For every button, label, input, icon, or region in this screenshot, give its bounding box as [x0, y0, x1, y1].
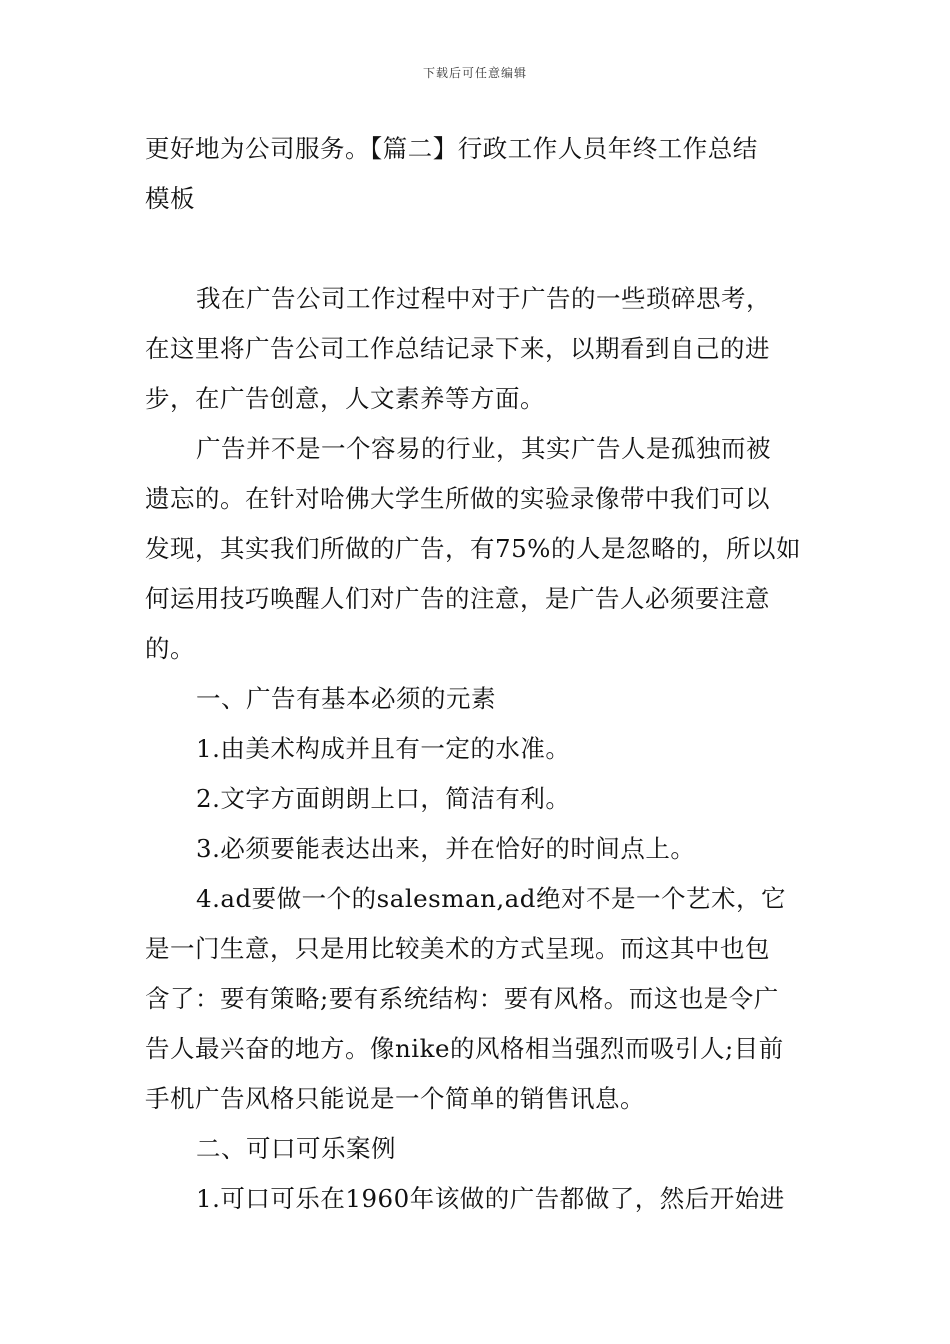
body-line: 何运用技巧唤醒人们对广告的注意，是广告人必须要注意	[145, 584, 770, 613]
body-line: 模板	[145, 184, 195, 213]
list-item: 1.可口可乐在1960年该做的广告都做了，然后开始进	[196, 1184, 785, 1213]
list-item: 2.文字方面朗朗上口，简洁有利。	[196, 784, 571, 813]
body-line: 手机广告风格只能说是一个简单的销售讯息。	[145, 1084, 645, 1113]
section-heading: 二、可口可乐案例	[196, 1134, 396, 1163]
document-body	[145, 124, 813, 1224]
paragraph-start: 广告并不是一个容易的行业，其实广告人是孤独而被	[196, 434, 771, 463]
body-line: 发现，其实我们所做的广告，有75%的人是忽略的，所以如	[145, 534, 801, 563]
body-line: 含了：要有策略;要有系统结构：要有风格。而这也是令广	[145, 984, 779, 1013]
body-line: 告人最兴奋的地方。像nike的风格相当强烈而吸引人;目前	[145, 1034, 784, 1063]
body-line: 的。	[145, 634, 195, 663]
list-item: 1.由美术构成并且有一定的水准。	[196, 734, 571, 763]
body-line: 更好地为公司服务。【篇二】行政工作人员年终工作总结	[145, 134, 758, 163]
list-item: 3.必须要能表达出来，并在恰好的时间点上。	[196, 834, 696, 863]
body-line: 在这里将广告公司工作总结记录下来，以期看到自己的进	[145, 334, 770, 363]
list-item: 4.ad要做一个的salesman,ad绝对不是一个艺术，它	[196, 884, 786, 913]
page-header: 下载后可任意编辑	[422, 66, 527, 80]
body-line: 遗忘的。在针对哈佛大学生所做的实验录像带中我们可以	[145, 484, 770, 513]
blank-line	[145, 224, 813, 274]
paragraph-start: 我在广告公司工作过程中对于广告的一些琐碎思考，	[196, 284, 771, 313]
body-line: 是一门生意，只是用比较美术的方式呈现。而这其中也包	[145, 934, 770, 963]
body-line: 步，在广告创意，人文素养等方面。	[145, 384, 545, 413]
section-heading: 一、广告有基本必须的元素	[196, 684, 496, 713]
